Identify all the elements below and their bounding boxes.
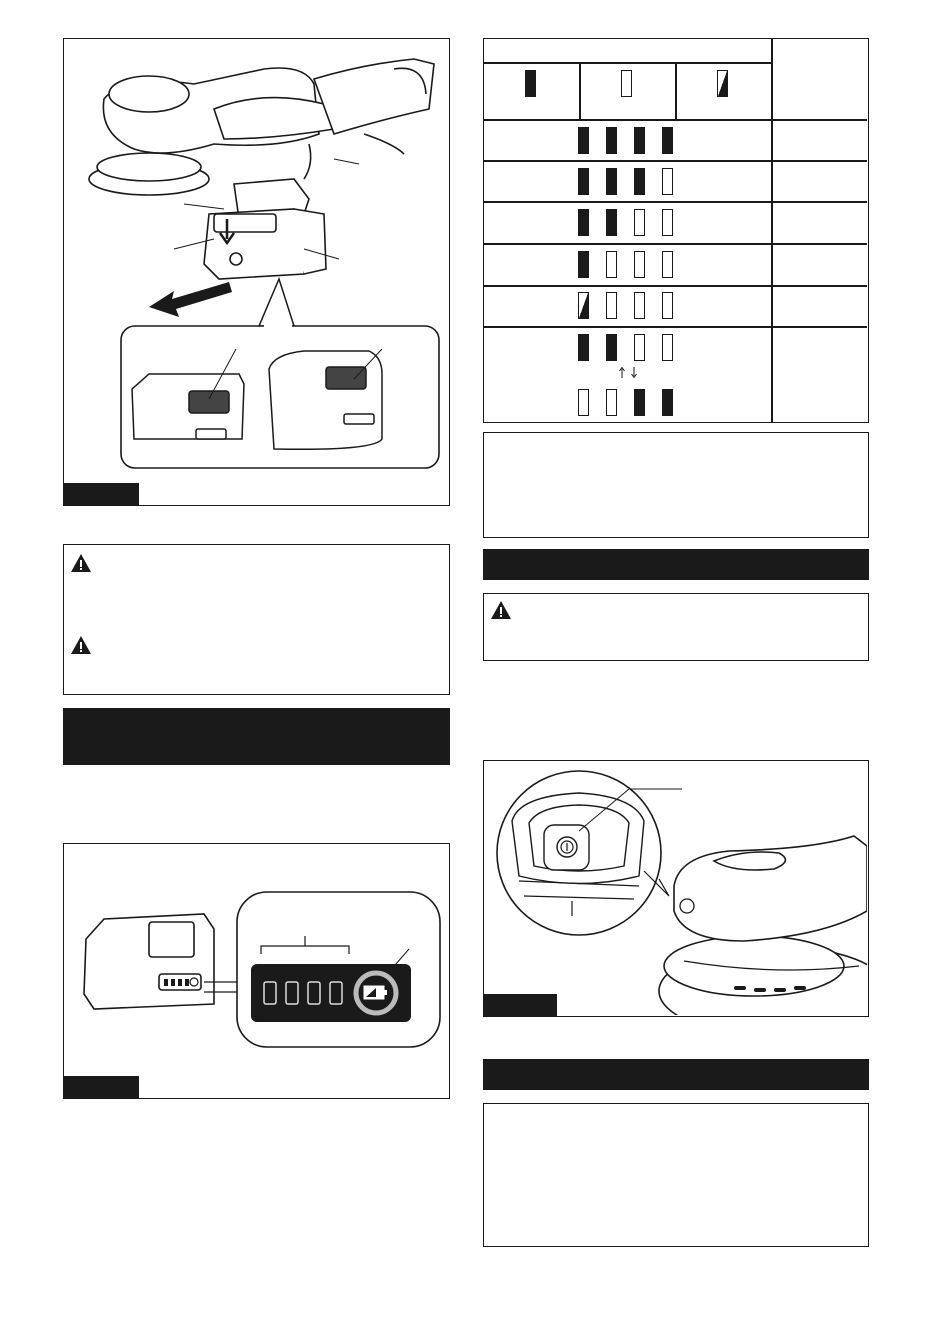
- lamp: [578, 168, 589, 195]
- lamp: [662, 209, 673, 236]
- warning-box-right: [483, 593, 869, 661]
- legend-lamp-off: [621, 70, 632, 97]
- note-box-right-bottom: [483, 1103, 869, 1247]
- figure-3: [483, 760, 869, 1017]
- warning-icon: [490, 600, 512, 620]
- lamp: [578, 209, 589, 236]
- legend-lamp-blinking: [717, 70, 728, 97]
- figure-1: [63, 38, 450, 506]
- figure-1-tag: [64, 483, 139, 505]
- lamp: [606, 168, 617, 195]
- note-box-right: [483, 432, 869, 538]
- lamp: [634, 251, 645, 278]
- legend-lamp-on: [525, 70, 536, 97]
- figure-2: [63, 843, 450, 1099]
- lamp: [634, 389, 645, 416]
- warning-box-left: [63, 544, 450, 695]
- lamp: [634, 209, 645, 236]
- lamp: [662, 127, 673, 154]
- lamp: [578, 251, 589, 278]
- lamp: [606, 251, 617, 278]
- lamp: [606, 389, 617, 416]
- section-heading-right-bottom: [483, 1059, 869, 1090]
- battery-indicator-illustration: [64, 844, 448, 1097]
- lamp: [578, 334, 589, 361]
- lamp: [578, 127, 589, 154]
- sander-battery-illustration: [64, 39, 448, 504]
- figure-2-tag: [64, 1076, 139, 1098]
- lamp: [606, 292, 617, 319]
- arrow-up-icon: [619, 367, 625, 378]
- lamp: [578, 389, 589, 416]
- sander-led-illustration: [484, 761, 867, 1015]
- lamp: [662, 251, 673, 278]
- lamp: [606, 127, 617, 154]
- lamp: [662, 389, 673, 416]
- lamp: [606, 334, 617, 361]
- lamp: [606, 209, 617, 236]
- lamp: [634, 127, 645, 154]
- lamp: [662, 292, 673, 319]
- figure-3-tag: [484, 994, 557, 1016]
- indicator-table: [483, 38, 869, 423]
- lamp: [578, 292, 589, 319]
- lamp: [662, 334, 673, 361]
- warning-icon: [70, 553, 92, 573]
- section-heading-right-top: [483, 549, 869, 580]
- arrow-down-icon: [631, 367, 637, 378]
- lamp: [662, 168, 673, 195]
- warning-icon: [70, 635, 92, 655]
- section-heading-left: [63, 708, 450, 765]
- lamp: [634, 168, 645, 195]
- lamp: [634, 292, 645, 319]
- lamp: [634, 334, 645, 361]
